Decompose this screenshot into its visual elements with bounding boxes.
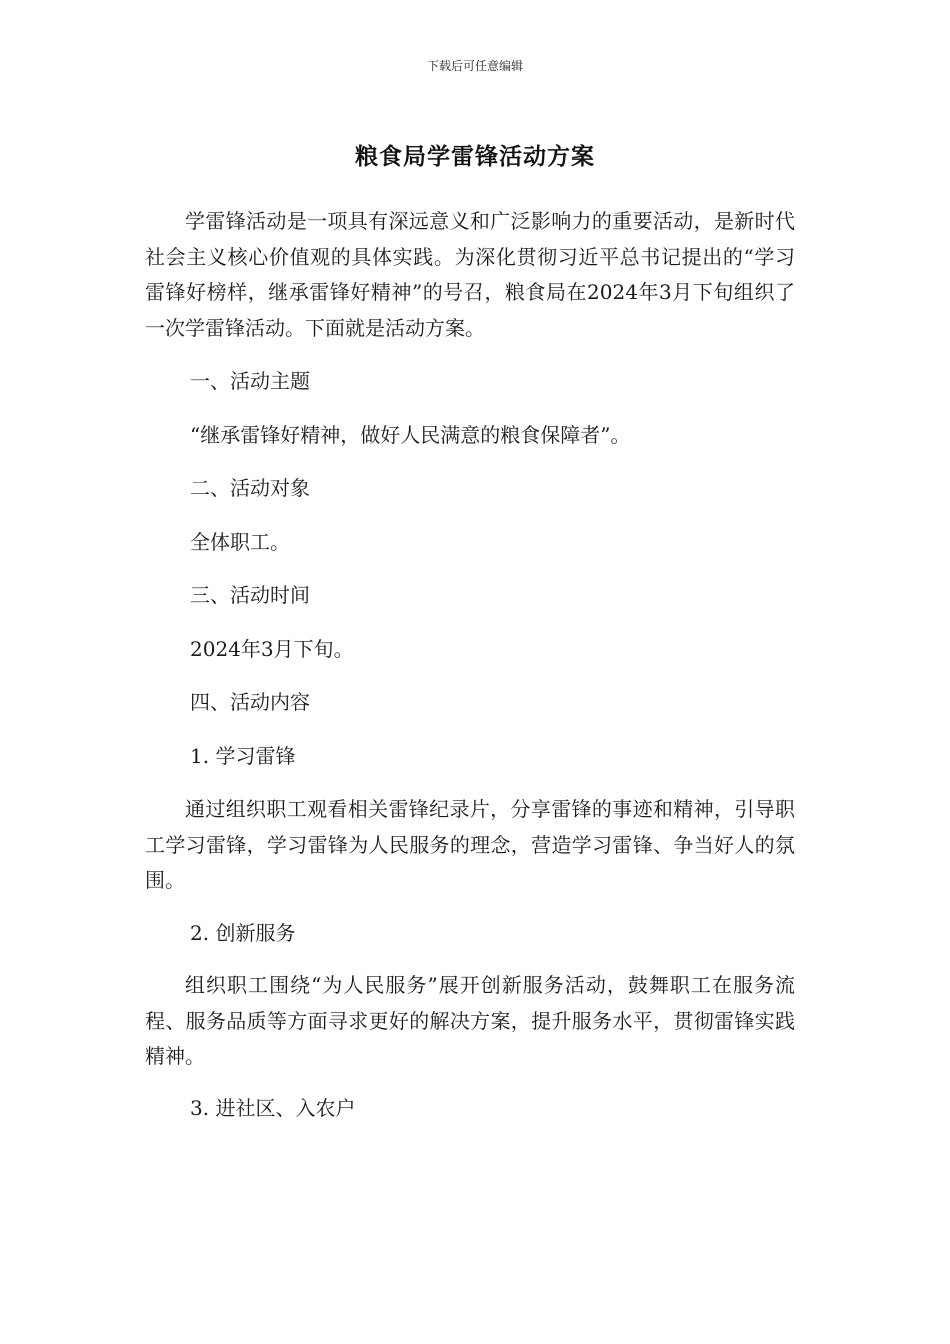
- item-heading-community: 3. 进社区、入农户: [190, 1095, 356, 1120]
- item-heading-study: 1. 学习雷锋: [190, 743, 296, 768]
- section-heading-theme: 一、活动主题: [190, 369, 310, 393]
- item-text-study: 通过组织职工观看相关雷锋纪录片，分享雷锋的事迹和精神，引导职工学习雷锋，学习雷锋为人民服务的理念，营造学习雷锋、争当好人的氛围。: [145, 797, 795, 892]
- item-text-innovation: 组织职工围绕“为人民服务”展开创新服务活动，鼓舞职工在服务流程、服务品质等方面寻求更好的解决方案，提升服务水平，贯彻雷锋实践精神。: [145, 973, 795, 1068]
- section-heading-time: 三、活动时间: [190, 583, 310, 607]
- intro-paragraph: 学雷锋活动是一项具有深远意义和广泛影响力的重要活动，是新时代社会主义核心价值观的具体实践。为深化贯彻习近平总书记提出的“学习雷锋好榜样，继承雷锋好精神”的号召，粮食局在2024年3月下旬组织了一次学雷锋活动。下面就是活动方案。: [145, 209, 795, 340]
- section-heading-content: 四、活动内容: [190, 690, 310, 714]
- item-heading-innovation: 2. 创新服务: [190, 920, 296, 945]
- document-body: [145, 204, 795, 1126]
- section-heading-target: 二、活动对象: [190, 476, 310, 500]
- section-text-target: 全体职工。: [190, 529, 290, 554]
- section-text-theme: “继承雷锋好精神，做好人民满意的粮食保障者”。: [190, 422, 631, 447]
- header-note: 下载后可任意编辑: [426, 59, 523, 73]
- section-text-time: 2024年3月下旬。: [190, 636, 354, 661]
- document-title: 粮食局学雷锋活动方案: [355, 144, 595, 170]
